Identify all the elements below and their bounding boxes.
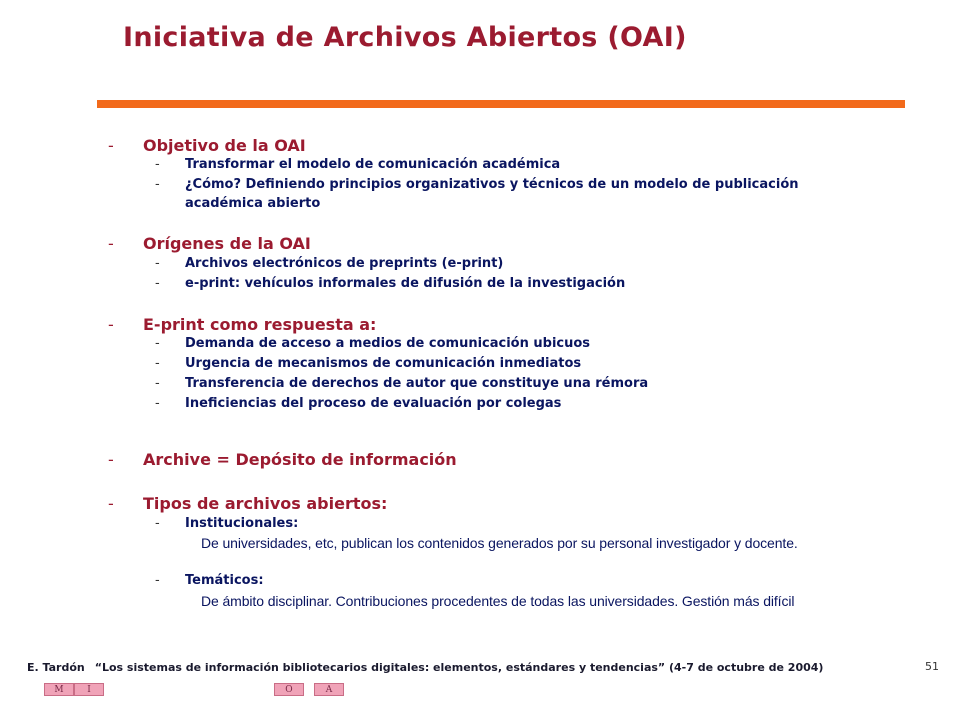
list-item-description: De universidades, etc, publican los contenidos generados por su personal investigador y docente. (201, 535, 798, 551)
section-heading: Archive = Depósito de información (143, 450, 457, 469)
title-divider (97, 100, 905, 108)
footer (27, 661, 823, 674)
list-item: - e-print: vehículos informales de difusión de la investigación (155, 276, 626, 291)
list-item-continuation: académica abierto (185, 196, 321, 211)
section-heading: Orígenes de la OAI (143, 234, 311, 253)
list-item: - ¿Cómo? Definiendo principios organizativos y técnicos de un modelo de publicación (155, 177, 799, 192)
page-number: 51 (925, 660, 939, 673)
footer-author: E. Tardón (27, 661, 85, 674)
nav-button-i[interactable]: I (74, 683, 104, 696)
bullet-dash: - (108, 136, 114, 155)
slide-title: Iniciativa de Archivos Abiertos (OAI) (123, 22, 687, 53)
list-item: - Transferencia de derechos de autor que constituye una rémora (155, 376, 649, 391)
nav-button-o[interactable]: O (274, 683, 304, 696)
section-origenes: - Orígenes de la OAI (108, 234, 311, 253)
nav-button-a[interactable]: A (314, 683, 344, 696)
list-item: - Temáticos: (155, 573, 264, 588)
list-item: - Institucionales: (155, 516, 299, 531)
list-item: - Ineficiencias del proceso de evaluación por colegas (155, 396, 562, 411)
section-eprint: - E-print como respuesta a: (108, 315, 377, 334)
list-item: - Transformar el modelo de comunicación académica (155, 157, 561, 172)
list-item: - Urgencia de mecanismos de comunicación inmediatos (155, 356, 582, 371)
list-item: - Archivos electrónicos de preprints (e-print) (155, 256, 504, 271)
section-objetivo (108, 136, 306, 155)
nav-button-m[interactable]: M (44, 683, 74, 696)
list-item-description: De ámbito disciplinar. Contribuciones procedentes de todas las universidades. Gestión más difícil (201, 593, 795, 609)
list-item: - Demanda de acceso a medios de comunicación ubicuos (155, 336, 591, 351)
section-tipos: - Tipos de archivos abiertos: (108, 494, 388, 513)
section-archive: - Archive = Depósito de información (108, 450, 457, 469)
section-heading: Objetivo de la OAI (143, 136, 306, 155)
section-heading: Tipos de archivos abiertos: (143, 494, 388, 513)
section-heading: E-print como respuesta a: (143, 315, 377, 334)
footer-quote: “Los sistemas de información bibliotecarios digitales: elementos, estándares y tendencias” (4-7 de octubre de 2004) (94, 661, 824, 674)
